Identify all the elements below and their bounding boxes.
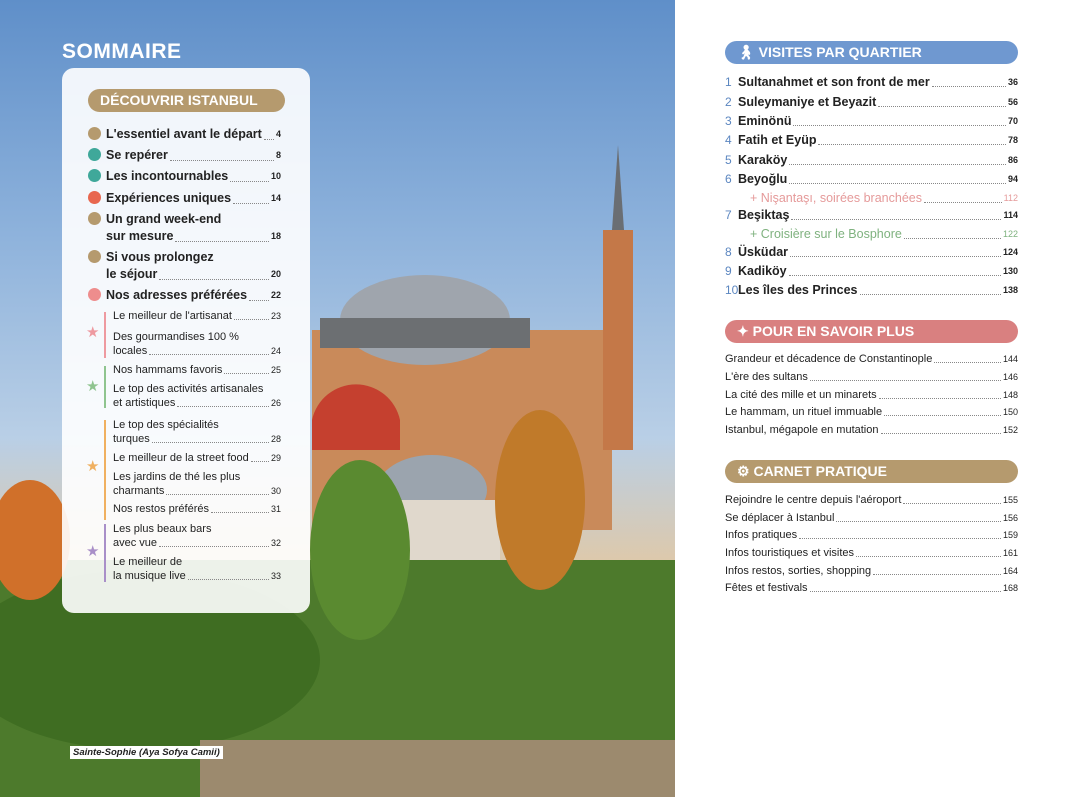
entry-label-line2: locales (113, 345, 148, 357)
page-number: 36 (1007, 77, 1018, 87)
page-number: 122 (1002, 229, 1018, 239)
entry-label: Sultanahmet et son front de mer (738, 75, 930, 89)
entry-label: Infos touristiques et visites (725, 547, 855, 559)
page-number: 28 (270, 434, 281, 444)
entry-label: Expériences uniques (106, 191, 232, 205)
entry-label: Karaköy (738, 153, 788, 167)
category-dot-icon (88, 288, 101, 301)
gear-icon: ⚙ (737, 463, 754, 479)
section-header-decouvrir: DÉCOUVRIR ISTANBUL (88, 89, 285, 112)
entry-label: Infos pratiques (725, 529, 798, 541)
page-number: 20 (270, 269, 281, 279)
entry-label: Rejoindre le centre depuis l'aéroport (725, 494, 902, 506)
page-number: 29 (270, 453, 281, 463)
toc-entry[interactable] (750, 226, 1018, 242)
star-icon: ★ (86, 378, 100, 395)
page-number: 10 (270, 171, 281, 181)
category-dot-icon (88, 250, 101, 263)
page-number: 8 (275, 150, 281, 160)
page-number: 70 (1007, 116, 1018, 126)
toc-entry[interactable] (113, 363, 281, 377)
toc-entry[interactable] (113, 555, 281, 583)
page-number: 14 (270, 193, 281, 203)
entry-label: + Croisière sur le Bosphore (750, 227, 902, 241)
page-number: 4 (275, 129, 281, 139)
page-number: 156 (1002, 513, 1018, 523)
toc-entry[interactable] (725, 171, 1018, 187)
toc-entry[interactable] (106, 249, 281, 283)
entry-label-line2: charmants (113, 485, 165, 497)
page-number: 124 (1002, 247, 1018, 257)
category-dot-icon (88, 191, 101, 204)
page-number: 138 (1002, 285, 1018, 295)
entry-label: Fêtes et festivals (725, 582, 808, 594)
page-number: 86 (1007, 155, 1018, 165)
entry-label: Fatih et Eyüp (738, 133, 817, 147)
section-header-carnet: ⚙ CARNET PRATIQUE (725, 460, 1018, 483)
entry-label: Eminönü (738, 114, 792, 128)
page-number: 168 (1002, 583, 1018, 593)
toc-entry[interactable] (725, 263, 1018, 279)
page-number: 33 (270, 571, 281, 581)
category-dot-icon (88, 148, 101, 161)
walking-icon: 🚶︎ (737, 44, 759, 60)
page-number: 23 (270, 311, 281, 321)
page-number: 155 (1002, 495, 1018, 505)
toc-entry[interactable] (725, 564, 1018, 578)
toc-entry[interactable] (106, 287, 281, 304)
entry-label: Le meilleur de l'artisanat (113, 310, 232, 322)
entry-label: Les incontournables (106, 169, 229, 183)
toc-entry[interactable] (725, 152, 1018, 168)
page-number: 112 (1003, 193, 1018, 203)
entry-number: 8 (725, 245, 732, 259)
toc-entry[interactable] (725, 113, 1018, 129)
toc-entry[interactable] (725, 405, 1018, 419)
entry-label-line2: turques (113, 433, 150, 445)
toc-entry[interactable] (725, 244, 1018, 260)
entry-label: Le top des activités artisanales (113, 383, 264, 395)
page-number: 146 (1002, 372, 1018, 382)
entry-label: Grandeur et décadence de Constantinople (725, 353, 933, 365)
page-number: 32 (270, 538, 281, 548)
entry-number: 3 (725, 114, 732, 128)
entry-label: Des gourmandises 100 % (113, 331, 239, 343)
entry-label: Kadiköy (738, 264, 787, 278)
toc-entry[interactable] (725, 388, 1018, 402)
toc-entry[interactable] (113, 309, 281, 323)
page-number: 161 (1002, 548, 1018, 558)
page-number: 114 (1003, 210, 1018, 220)
entry-label: Beyoğlu (738, 172, 788, 186)
category-dot-icon (88, 169, 101, 182)
page-number: 144 (1002, 354, 1018, 364)
entry-label: Les jardins de thé les plus (113, 471, 241, 483)
page-number: 25 (270, 365, 281, 375)
entry-number: 5 (725, 153, 732, 167)
category-dot-icon (88, 212, 101, 225)
entry-label: Les îles des Princes (738, 283, 858, 297)
toc-entry[interactable] (725, 370, 1018, 384)
entry-label: Le hammam, un rituel immuable (725, 406, 883, 418)
page-number: 164 (1002, 566, 1018, 576)
entry-label: Si vous prolongez (106, 250, 214, 264)
toc-entry[interactable] (725, 528, 1018, 542)
page-number: 18 (270, 231, 281, 241)
group-bar (104, 366, 106, 408)
entry-label: Suleymaniye et Beyazit (738, 95, 877, 109)
entry-label: Istanbul, mégapole en mutation (725, 424, 879, 436)
entry-label: + Nişantaşı, soirées branchées (750, 191, 922, 205)
toc-entry[interactable] (725, 282, 1018, 298)
toc-entry[interactable] (725, 352, 1018, 366)
toc-entry[interactable] (725, 581, 1018, 595)
page-number: 150 (1002, 407, 1018, 417)
toc-entry[interactable] (113, 418, 281, 446)
page-number: 31 (270, 504, 281, 514)
toc-entry[interactable] (106, 168, 281, 185)
entry-label: Nos restos préférés (113, 503, 209, 515)
toc-entry[interactable] (113, 470, 281, 498)
group-bar (104, 524, 106, 582)
entry-label: Se déplacer à Istanbul (725, 512, 835, 524)
entry-label: Un grand week-end (106, 212, 222, 226)
entry-label: Les plus beaux bars (113, 523, 212, 535)
toc-entry[interactable] (113, 330, 281, 358)
entry-label: Nos adresses préférées (106, 288, 248, 302)
toc-entry[interactable] (106, 190, 281, 207)
photo-caption: Sainte-Sophie (Aya Sofya Camii) (70, 746, 223, 759)
entry-number: 2 (725, 95, 732, 109)
group-bar (104, 312, 106, 358)
toc-entry[interactable] (725, 423, 1018, 437)
toc-entry[interactable] (113, 502, 281, 516)
toc-entry[interactable] (106, 147, 281, 164)
toc-entry[interactable] (725, 546, 1018, 560)
page-title: SOMMAIRE (62, 40, 182, 63)
entry-label: Le meilleur de la street food (113, 452, 249, 464)
toc-entry[interactable] (725, 94, 1018, 110)
entry-label: Infos restos, sorties, shopping (725, 565, 872, 577)
entry-number: 6 (725, 172, 732, 186)
star-icon: ★ (86, 324, 100, 341)
entry-label: Se repérer (106, 148, 168, 162)
entry-label: Le meilleur de (113, 556, 183, 568)
entry-label-line2: la musique live (113, 570, 186, 582)
toc-entry[interactable] (725, 511, 1018, 525)
page-number: 78 (1007, 135, 1018, 145)
entry-label: Le top des spécialités (113, 419, 219, 431)
toc-entry[interactable] (750, 190, 1018, 206)
page-number: 30 (270, 486, 281, 496)
entry-number: 1 (725, 75, 732, 89)
toc-entry[interactable] (113, 382, 281, 410)
section-header-visites: 🚶︎ VISITES PAR QUARTIER (725, 41, 1018, 64)
entry-number: 10 (725, 283, 739, 297)
page-number: 22 (270, 290, 281, 300)
entry-label: Nos hammams favoris (113, 364, 223, 376)
toc-entry[interactable] (113, 451, 281, 465)
section-header-savoir: ✦ POUR EN SAVOIR PLUS (725, 320, 1018, 343)
page-number: 94 (1007, 174, 1018, 184)
toc-entry[interactable] (113, 522, 281, 550)
entry-number: 4 (725, 133, 732, 147)
page-number: 152 (1002, 425, 1018, 435)
entry-label-line2: le séjour (106, 267, 158, 281)
category-dot-icon (88, 127, 101, 140)
toc-entry[interactable] (725, 493, 1018, 507)
star-icon: ★ (86, 543, 100, 560)
group-bar (104, 420, 106, 520)
page-number: 24 (270, 346, 281, 356)
entry-label-line2: sur mesure (106, 229, 174, 243)
page-number: 56 (1007, 97, 1018, 107)
entry-number: 7 (725, 208, 732, 222)
entry-label: Beşiktaş (738, 208, 790, 222)
entry-label-line2: avec vue (113, 537, 158, 549)
entry-label: L'ère des sultans (725, 371, 808, 383)
page-number: 148 (1002, 390, 1018, 400)
page-number: 130 (1002, 266, 1018, 276)
entry-label: La cité des mille et un minarets (725, 389, 877, 401)
entry-label: L'essentiel avant le départ (106, 127, 262, 141)
entry-label-line2: et artistiques (113, 397, 176, 409)
star-icon: ★ (86, 458, 100, 475)
toc-entry[interactable] (725, 207, 1018, 223)
toc-entry[interactable] (106, 126, 281, 143)
toc-entry[interactable] (725, 74, 1018, 90)
page-number: 159 (1002, 530, 1018, 540)
toc-entry[interactable] (106, 211, 281, 245)
entry-label: Üsküdar (738, 245, 789, 259)
entry-number: 9 (725, 264, 732, 278)
page-number: 26 (270, 398, 281, 408)
toc-entry[interactable] (725, 132, 1018, 148)
